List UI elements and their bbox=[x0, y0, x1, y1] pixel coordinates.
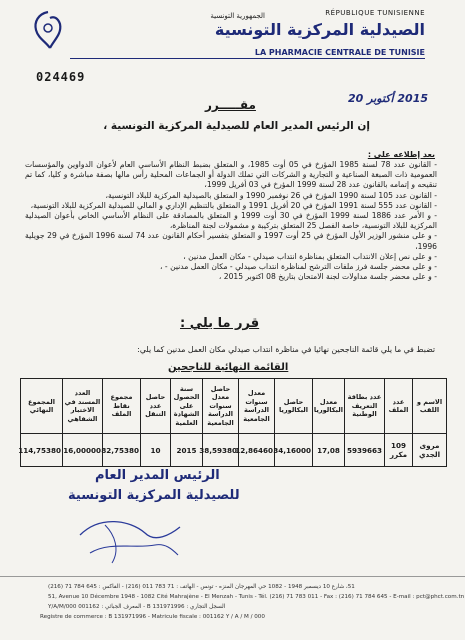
clause: - و الأمر عدد 1886 لسنة 1999 المؤرخ في 30 أوت 1999 و المتعلق بالمصادقة على النظام الأساسي الخاص بأعوان الصيدلية المركزية للبلاد التونسية، خاصة الفصل 25 المتعلق بتركيبة و مشمولات لجنة المناظرة، bbox=[25, 211, 437, 231]
clause: - القانون عدد 78 لسنة 1985 المؤرخ في 05 أوت 1985، و المتعلق بضبط النظام الأساسي العام لأعوان الدواوين والمؤسسات العمومية ذات الصبغة الصناعية و التجارية و الشركات التي تملك الدولة أو الجماعات المحلية رأس مالها بصفة مباشرة و كليا، كما تم تنقيحه و إتمامه بالقانون عدد 28 لسنة 1999 المؤرخ في 03 أفريل 1999، bbox=[25, 160, 438, 190]
serial-number: 024469 bbox=[36, 70, 86, 84]
col-bac-average: معدل البكالوريا bbox=[313, 379, 345, 434]
col-univ-average: معدل سنوات الدراسة الجامعية bbox=[239, 379, 275, 434]
col-oral-score: العدد المسند في الاختبار الشفاهي bbox=[63, 379, 103, 434]
document-date: 2015 أكتوبر 20 bbox=[348, 92, 429, 105]
col-final-total: المجموع النهائي bbox=[21, 379, 63, 434]
republic-fr: RÉPUBLIQUE TUNISIENNE bbox=[325, 9, 425, 17]
cell-bac-average: 17,08 bbox=[313, 434, 345, 467]
signature-org: للصيدلية المركزية التونسية bbox=[68, 488, 240, 503]
col-name: الاسم و اللقب bbox=[413, 379, 447, 434]
republic-ar: الجمهورية التونسية bbox=[210, 12, 265, 20]
table-title: القائمة النهائية للناجحين bbox=[168, 362, 289, 373]
clause: - و على محضر جلسة فرز ملفات الترشح لمناظرة انتداب صيدلي - مكان العمل مدنين - ، bbox=[160, 262, 437, 272]
col-mobility: حاصل عدد التنقل bbox=[141, 379, 171, 434]
clause: - و على محضر جلسة مداولات لجنة الامتحان بتاريخ 08 اكتوبر 2015 ، bbox=[218, 272, 437, 282]
cell-file-number: 109 مكرر bbox=[385, 434, 413, 467]
footer-address-ar: 51، شارع 10 ديسمبر 1948 - 1082 حي المهرجان المنزه - تونس - الهاتف : 71 783 011 (216) - الفاكس : 645 784 71 (216) bbox=[48, 584, 355, 590]
cell-oral-score: 16,00000 bbox=[63, 434, 103, 467]
cell-file-total: 82,75380 bbox=[103, 434, 141, 467]
header-divider bbox=[70, 58, 425, 59]
col-bac-product: حاصل البكالوريا bbox=[275, 379, 313, 434]
footer-registry-fr: Registre de commerce : B 131971996 - Matricule fiscale : 001162 Y / A / M / 000 bbox=[40, 614, 265, 620]
footer-address-fr: 51, Avenue 10 Décembre 1948 - 1082 Cité Mahrajène - El Menzah - Tunis - Tél. (216) 71 783 011 - Fax : (216) 71 784 645 - E-mail : pct@phct.com.tn bbox=[48, 594, 465, 600]
decision-heading: قرر ما يلي : bbox=[180, 316, 260, 331]
decision-intro: تضبط في ما يلي قائمة الناجحين نهائيا في مناظرة انتداب صيدلي مكان العمل مدنين كما يلي: bbox=[137, 345, 435, 354]
results-table bbox=[20, 378, 447, 467]
cell-univ-product: 38,59380 bbox=[203, 434, 239, 467]
signature-stamp-icon bbox=[60, 505, 190, 575]
cell-bac-product: 34,16000 bbox=[275, 434, 313, 467]
cell-id-number: 5939663 bbox=[345, 434, 385, 467]
document-subtitle: إن الرئيس المدير العام للصيدلية المركزية التونسية ، bbox=[103, 120, 370, 132]
cell-final-total: 114,75380 bbox=[21, 434, 63, 467]
cell-mobility: 10 bbox=[141, 434, 171, 467]
document-title: مقـــــرر bbox=[205, 98, 256, 112]
clause: - القانون عدد 555 لسنة 1991 المؤرخ في 20 أفريل 1991 و المتعلق بالتنظيم الإداري و المالي للصيدلية المركزية للبلاد التونسية، bbox=[30, 200, 437, 210]
clause: - و على منشور الوزير الأول المؤرخ في 25 أوت 1997 و المتعلق بتفسير أحكام القانون عدد 74 لسنة 1996 المؤرخ في 29 جويلية 1996، bbox=[25, 231, 437, 251]
footer-divider bbox=[0, 576, 465, 577]
brand-arabic: الصيدلية المركزية التونسية bbox=[214, 20, 425, 39]
brand-french: LA PHARMACIE CENTRALE DE TUNISIE bbox=[254, 48, 425, 57]
after-review-heading: بعد إطلاعه على : bbox=[367, 150, 435, 159]
cell-name: مروى الجدي bbox=[413, 434, 447, 467]
legal-clauses bbox=[25, 160, 437, 282]
col-file-number: عدد الملف bbox=[385, 379, 413, 434]
table-header-row bbox=[21, 379, 447, 434]
cell-univ-average: 12,86460 bbox=[239, 434, 275, 467]
cell-degree-year: 2015 bbox=[171, 434, 203, 467]
col-file-total: مجموع نقاط الملف bbox=[103, 379, 141, 434]
col-id-number: عدد بطاقة التعريف الوطنية bbox=[345, 379, 385, 434]
pharmacy-logo bbox=[28, 8, 68, 52]
col-univ-product: حاصل معدل سنوات الدراسة الجامعية bbox=[203, 379, 239, 434]
footer-registry-ar: السجل التجاري : B 131971996 - المعرف الجبائي : 001162 Y/A/M/000 bbox=[48, 604, 226, 610]
signature-title: الرئيس المدير العام bbox=[95, 468, 220, 483]
clause: - و على نص إعلان الانتداب المتعلق بمناظرة انتداب صيدلي - مكان العمل مدنين ، bbox=[183, 251, 437, 261]
table-row bbox=[21, 434, 447, 467]
col-degree-year: سنة الحصول على الشهادة العلمية bbox=[171, 379, 203, 434]
clause: - القانون عدد 105 لسنة 1990 المؤرخ في 26 نوفمبر 1990 و المتعلق بالصيدلية المركزية للبلاد التونسية، bbox=[105, 190, 437, 200]
